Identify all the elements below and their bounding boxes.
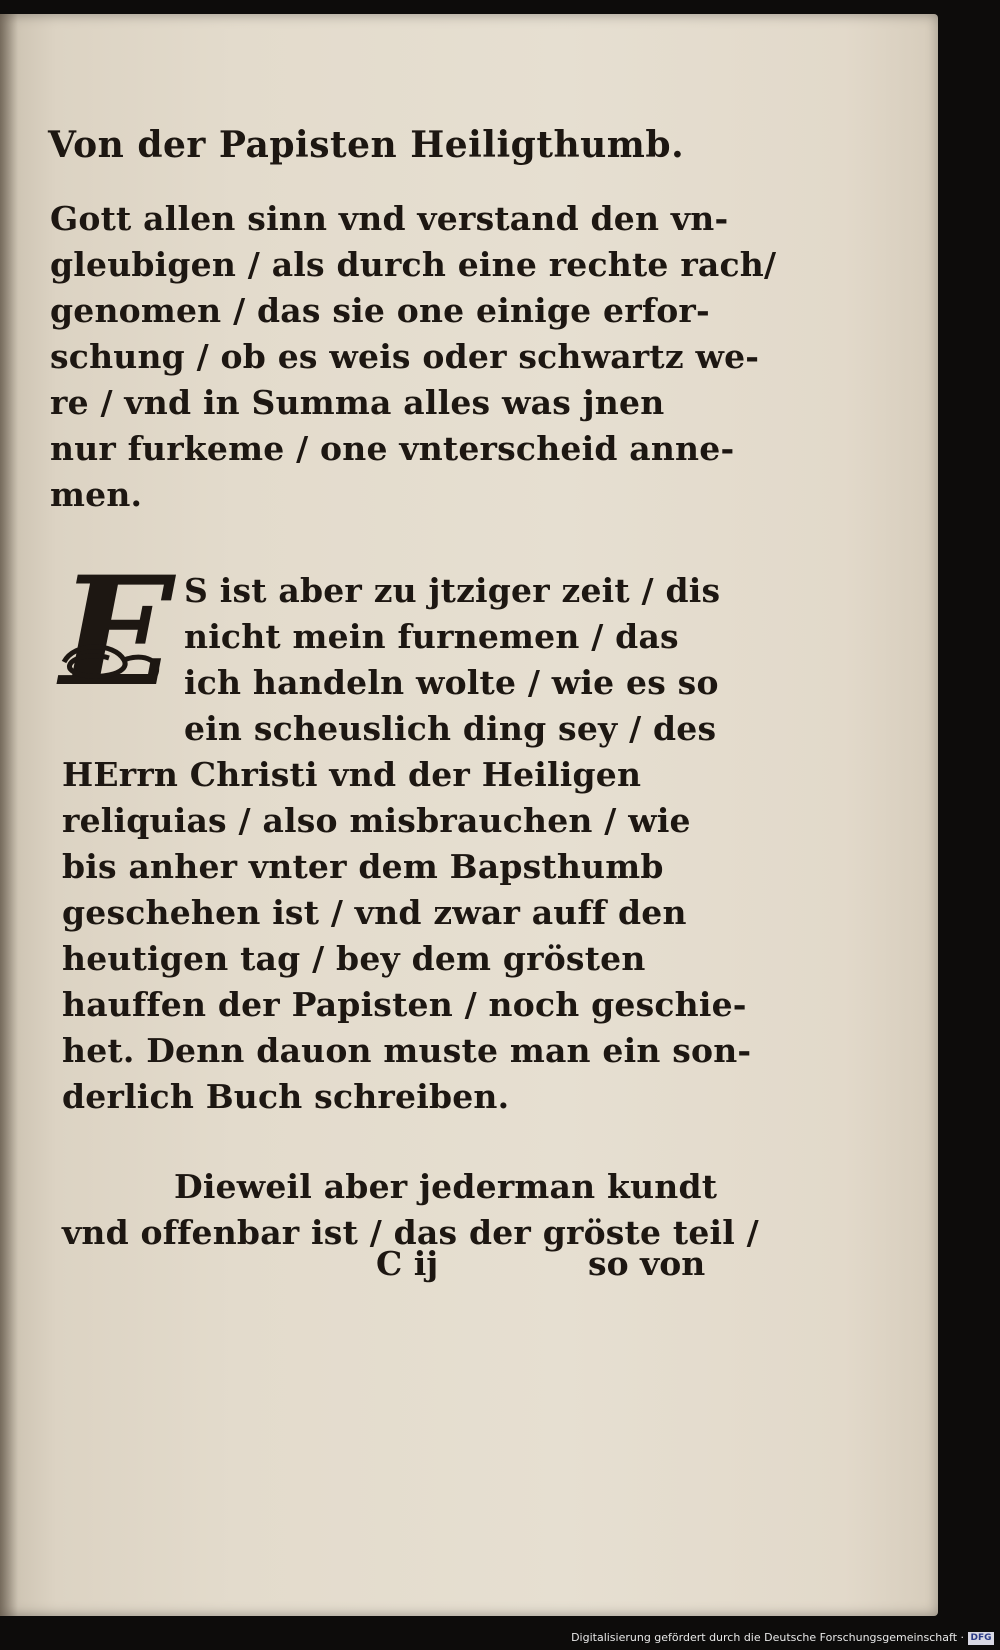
text-line: derlich Buch schreiben.	[62, 1077, 510, 1116]
text-line: geschehen ist / vnd zwar auff den	[62, 893, 687, 932]
text-line: nur furkeme / one vnterscheid anne-	[50, 429, 735, 468]
text-line: Gott allen sinn vnd verstand den vn-	[50, 199, 729, 238]
footer-credit: Digitalisierung gefördert durch die Deutsche Forschungsgemeinschaft ·	[571, 1631, 964, 1644]
text-line: reliquias / also misbrauchen / wie	[62, 801, 691, 840]
text-line: Dieweil aber jederman kundt	[174, 1167, 718, 1206]
signature-mark: C ij	[376, 1244, 439, 1283]
text-line: heutigen tag / bey dem grösten	[62, 939, 646, 978]
paragraph-3	[62, 1164, 759, 1256]
text-line: ein scheuslich ding sey / des	[184, 709, 717, 748]
text-line: nicht mein furnemen / das	[184, 617, 679, 656]
paragraph-2	[62, 568, 752, 1120]
text-line: het. Denn dauon muste man ein son-	[62, 1031, 752, 1070]
text-line: schung / ob es weis oder schwartz we-	[50, 337, 760, 376]
text-line: genomen / das sie one einige erfor-	[50, 291, 710, 330]
text-line: gleubigen / als durch eine rechte rach/	[50, 245, 777, 284]
text-line: ich handeln wolte / wie es so	[184, 663, 719, 702]
running-head: Von der Papisten Heiligthumb.	[48, 124, 685, 166]
text-line: vnd offenbar ist / das der gröste teil /	[62, 1213, 759, 1252]
text-line: men.	[50, 475, 143, 514]
dfg-logo-icon: DFG	[968, 1632, 994, 1645]
text-line: S ist aber zu jtziger zeit / dis	[184, 571, 721, 610]
text-line: re / vnd in Summa alles was jnen	[50, 383, 665, 422]
text-line: bis anher vnter dem Bapsthumb	[62, 847, 664, 886]
initial-letter: E	[60, 544, 175, 720]
paragraph-1	[50, 196, 777, 518]
page-gutter-shadow	[0, 14, 18, 1616]
text-line: hauffen der Papisten / noch geschie-	[62, 985, 747, 1024]
text-line: HErrn Christi vnd der Heiligen	[62, 755, 642, 794]
catchword: so von	[588, 1244, 706, 1283]
footer-bar	[0, 1628, 1000, 1650]
